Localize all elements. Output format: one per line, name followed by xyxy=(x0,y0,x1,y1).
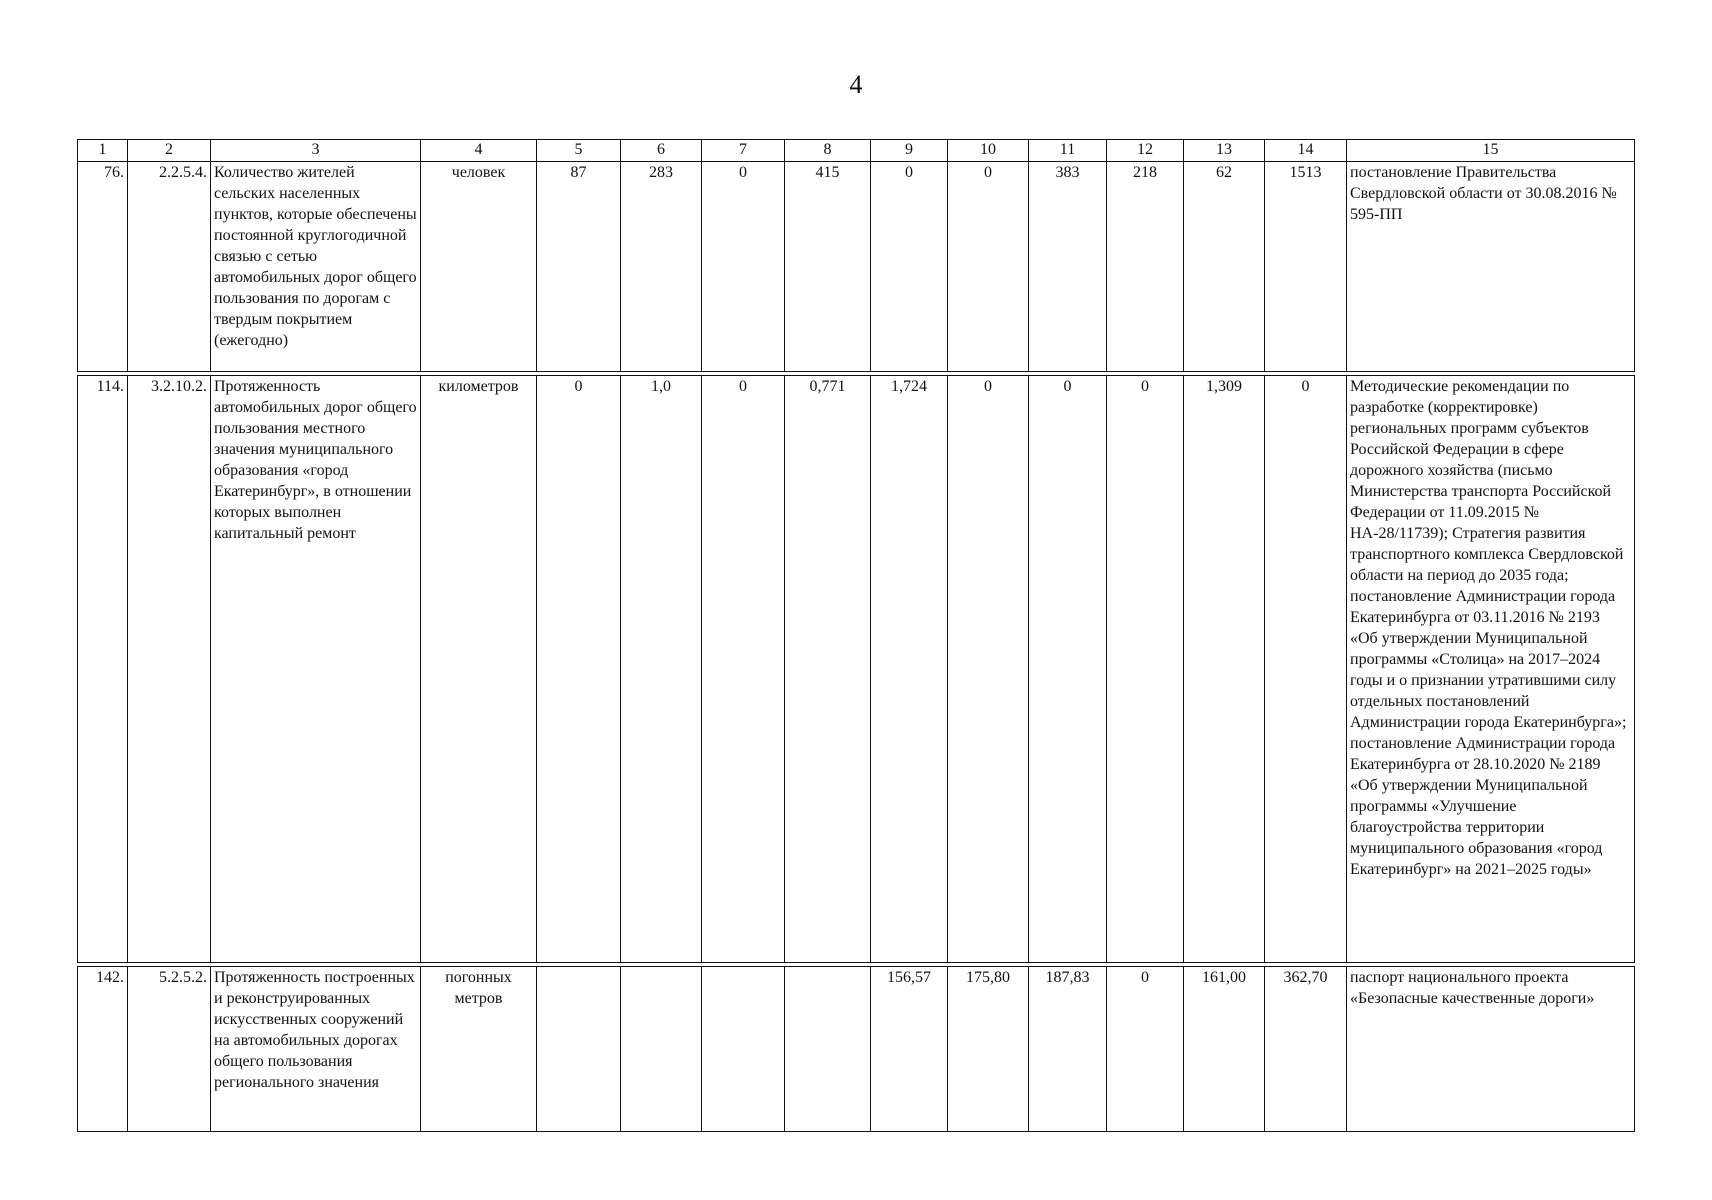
row-number: 142. xyxy=(78,967,128,1132)
table-row xyxy=(78,162,1635,372)
value-cell: 0 xyxy=(1107,967,1184,1132)
value-cell: 0 xyxy=(702,162,785,372)
value-cell xyxy=(785,967,871,1132)
value-cell: 0,771 xyxy=(785,376,871,963)
indicators-table xyxy=(77,139,1635,1132)
header-col-11: 11 xyxy=(1029,140,1107,162)
value-cell: 0 xyxy=(1029,376,1107,963)
value-cell xyxy=(621,967,702,1132)
header-col-7: 7 xyxy=(702,140,785,162)
unit-of-measure: человек xyxy=(421,162,537,372)
value-cell: 1,724 xyxy=(871,376,948,963)
value-cell: 87 xyxy=(537,162,621,372)
header-row xyxy=(78,140,1635,162)
value-cell: 187,83 xyxy=(1029,967,1107,1132)
value-cell: 62 xyxy=(1184,162,1265,372)
value-cell: 0 xyxy=(1265,376,1347,963)
table-header xyxy=(78,140,1635,162)
value-cell: 156,57 xyxy=(871,967,948,1132)
unit-of-measure: километров xyxy=(421,376,537,963)
header-col-1: 1 xyxy=(78,140,128,162)
indicator-name: Протяженность построенных и реконструированных искусственных сооружений на автомобильных дорогах общего пользования регионального значения xyxy=(211,967,421,1132)
value-cell: 175,80 xyxy=(948,967,1029,1132)
value-cell xyxy=(537,967,621,1132)
legal-basis: паспорт национального проекта «Безопасные качественные дороги» xyxy=(1347,967,1635,1132)
value-cell: 362,70 xyxy=(1265,967,1347,1132)
value-cell: 1,309 xyxy=(1184,376,1265,963)
header-col-12: 12 xyxy=(1107,140,1184,162)
table-row xyxy=(78,376,1635,963)
row-code: 3.2.10.2. xyxy=(128,376,211,963)
header-col-9: 9 xyxy=(871,140,948,162)
page-number: 4 xyxy=(849,70,863,99)
value-cell: 0 xyxy=(871,162,948,372)
value-cell: 161,00 xyxy=(1184,967,1265,1132)
value-cell: 283 xyxy=(621,162,702,372)
value-cell: 0 xyxy=(537,376,621,963)
header-col-5: 5 xyxy=(537,140,621,162)
value-cell: 1,0 xyxy=(621,376,702,963)
row-number: 76. xyxy=(78,162,128,372)
legal-basis: постановление Правительства Свердловской области от 30.08.2016 № 595-ПП xyxy=(1347,162,1635,372)
header-col-4: 4 xyxy=(421,140,537,162)
value-cell: 218 xyxy=(1107,162,1184,372)
value-cell: 0 xyxy=(702,376,785,963)
header-col-14: 14 xyxy=(1265,140,1347,162)
indicator-name: Количество жителей сельских населенных пунктов, которые обеспечены постоянной круглогодичной связью с сетью автомобильных дорог общего пользования по дорогам с твердым покрытием (ежегодно) xyxy=(211,162,421,372)
value-cell: 415 xyxy=(785,162,871,372)
header-col-3: 3 xyxy=(211,140,421,162)
value-cell: 1513 xyxy=(1265,162,1347,372)
legal-basis: Методические рекомендации по разработке (корректировке) региональных программ субъектов Российской Федерации в сфере дорожного хозяйства (письмо Министерства транспорта Российской Федерации от 11.09.2015 № НА-28/11739); Стратегия развития транспортного комплекса Свердловской области на период до 2035 года; постановление Администрации города Екатеринбурга от 03.11.2016 № 2193 «Об утверждении Муниципальной программы «Столица» на 2017–2024 годы и о признании утратившими силу отдельных постановлений Администрации города Екатеринбурга»; постановление Администрации города Екатеринбурга от 28.10.2020 № 2189 «Об утверждении Муниципальной программы «Улучшение благоустройства территории муниципального образования «город Екатеринбург» на 2021–2025 годы» xyxy=(1347,376,1635,963)
value-cell: 0 xyxy=(1107,376,1184,963)
header-col-8: 8 xyxy=(785,140,871,162)
indicator-name: Протяженность автомобильных дорог общего пользования местного значения муниципального образования «город Екатеринбург», в отношении которых выполнен капитальный ремонт xyxy=(211,376,421,963)
header-col-15: 15 xyxy=(1347,140,1635,162)
header-col-13: 13 xyxy=(1184,140,1265,162)
row-number: 114. xyxy=(78,376,128,963)
header-col-10: 10 xyxy=(948,140,1029,162)
value-cell xyxy=(702,967,785,1132)
header-col-2: 2 xyxy=(128,140,211,162)
row-code: 2.2.5.4. xyxy=(128,162,211,372)
table-row xyxy=(78,967,1635,1132)
row-code: 5.2.5.2. xyxy=(128,967,211,1132)
value-cell: 0 xyxy=(948,162,1029,372)
value-cell: 0 xyxy=(948,376,1029,963)
header-col-6: 6 xyxy=(621,140,702,162)
unit-of-measure: погонных метров xyxy=(421,967,537,1132)
value-cell: 383 xyxy=(1029,162,1107,372)
